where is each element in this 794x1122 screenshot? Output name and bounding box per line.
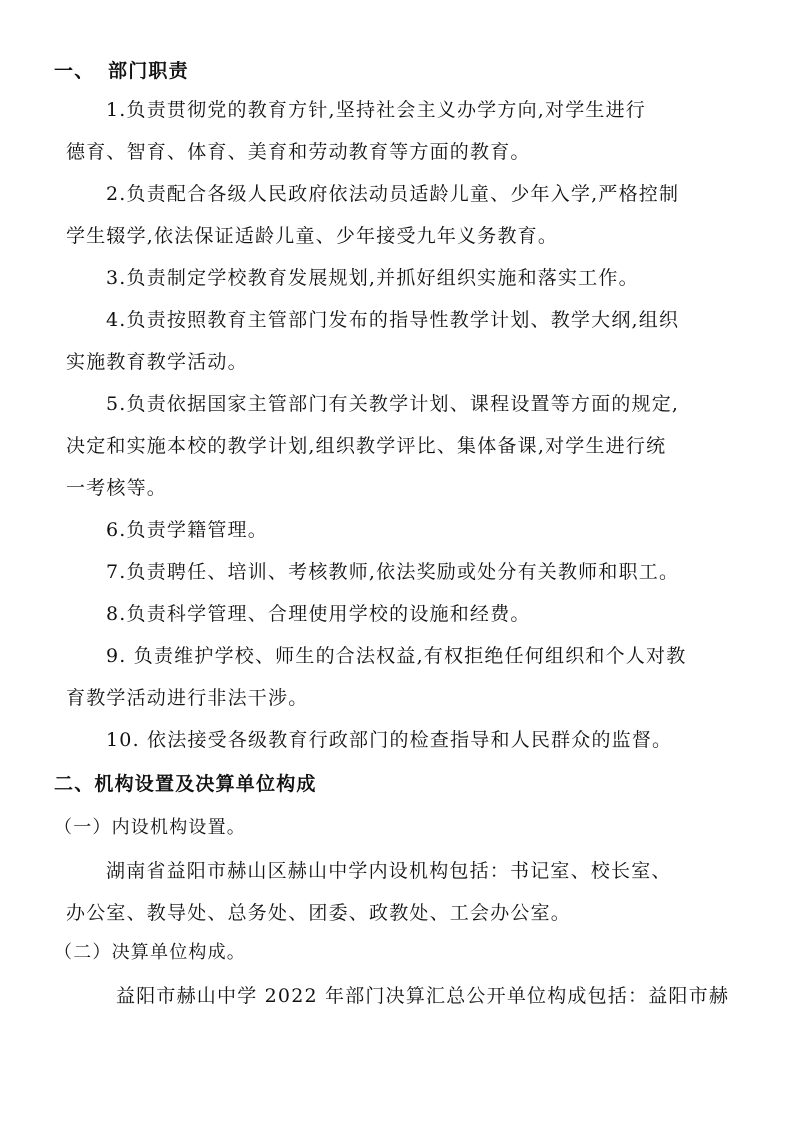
subsection-1-line-2: 办公室、教导处、总务处、团委、政教处、工会办公室。 [66, 902, 572, 924]
duty-item-1-line-2: 德育、智育、体育、美育和劳动教育等方面的教育。 [66, 141, 531, 163]
duty-item-6-line-1: 6.负责学籍管理。 [106, 519, 268, 541]
subsection-1-title: （一）内设机构设置。 [54, 817, 246, 838]
section-1-number: 一、 [54, 60, 95, 82]
duty-item-2-line-1: 2.负责配合各级人民政府依法动员适龄儿童、少年入学,严格控制 [106, 183, 680, 205]
duty-item-3-line-1: 3.负责制定学校教育发展规划,并抓好组织实施和落实工作。 [106, 267, 639, 289]
duty-item-1-line-1: 1.负责贯彻党的教育方针,坚持社会主义办学方向,对学生进行 [106, 99, 647, 121]
duty-item-8-line-1: 8.负责科学管理、合理使用学校的设施和经费。 [106, 603, 531, 625]
subsection-1-line-1: 湖南省益阳市赫山区赫山中学内设机构包括：书记室、校长室、 [106, 860, 672, 882]
duty-item-4-line-1: 4.负责按照教育主管部门发布的指导性教学计划、教学大纲,组织 [106, 309, 680, 331]
duty-item-2-line-2: 学生辍学,依法保证适龄儿童、少年接受九年义务教育。 [66, 225, 559, 247]
duty-item-9-line-2: 育教学活动进行非法干涉。 [66, 687, 309, 709]
duty-item-9-line-1: 9. 负责维护学校、师生的合法权益,有权拒绝任何组织和个人对教 [106, 645, 687, 667]
subsection-2-line-1: 益阳市赫山中学 2022 年部门决算汇总公开单位构成包括：益阳市赫 [116, 985, 730, 1007]
duty-item-5-line-1: 5.负责依据国家主管部门有关教学计划、课程设置等方面的规定, [106, 393, 680, 415]
duty-item-7-line-1: 7.负责聘任、培训、考核教师,依法奖励或处分有关教师和职工。 [106, 561, 680, 583]
subsection-2-title: （二）决算单位构成。 [54, 942, 246, 963]
section-1-title: 部门职责 [108, 60, 189, 82]
duty-item-5-line-2: 决定和实施本校的教学计划,组织教学评比、集体备课,对学生进行统 [66, 435, 667, 457]
duty-item-4-line-2: 实施教育教学活动。 [66, 351, 248, 373]
duty-item-10-line-1: 10. 依法接受各级教育行政部门的检查指导和人民群众的监督。 [106, 729, 673, 751]
section-2-heading: 二、机构设置及决算单位构成 [54, 773, 317, 795]
duty-item-5-line-3: 一考核等。 [66, 477, 168, 499]
